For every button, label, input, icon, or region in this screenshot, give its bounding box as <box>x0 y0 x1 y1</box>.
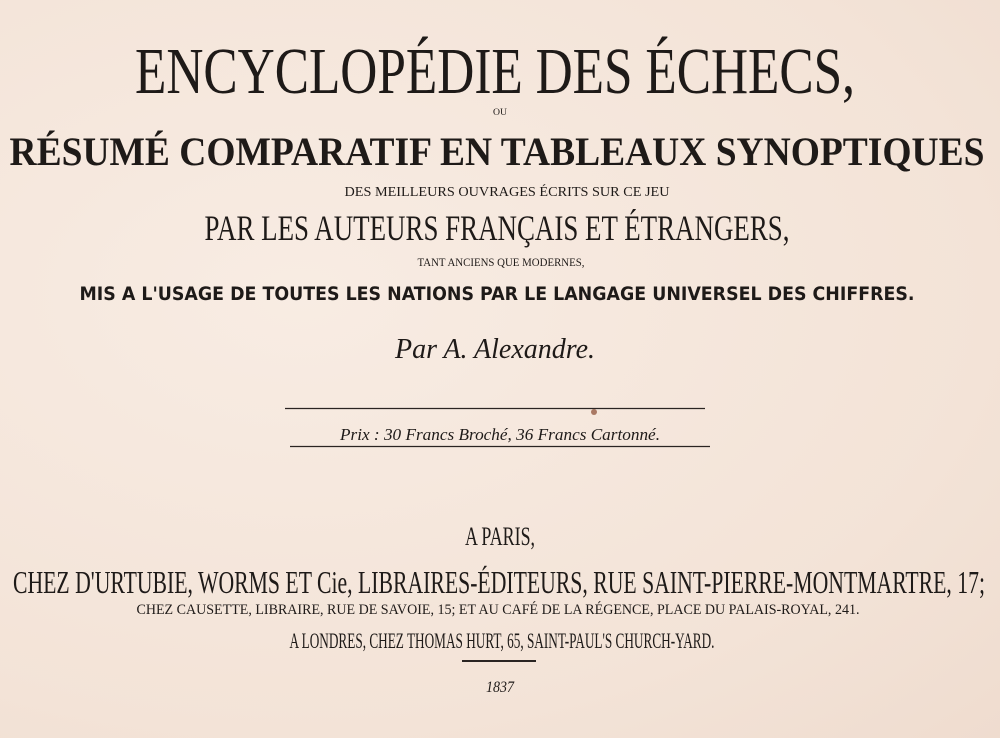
paper-stain <box>591 409 597 415</box>
imprint-secondary: CHEZ CAUSETTE, LIBRAIRE, RUE DE SAVOIE, 15; ET AU CAFÉ DE LA RÉGENCE, PLACE DU PALAIS-ROYAL, 241. <box>136 602 910 618</box>
imprint-year: 1837 <box>486 679 515 696</box>
subtitle-line-4: TANT ANCIENS QUE MODERNES, <box>417 255 585 269</box>
conjunction: OU <box>493 107 508 117</box>
imprint-publisher: CHEZ D'URTUBIE, WORMS ET Cie, LIBRAIRES-ÉDITEURS, RUE SAINT-PIERRE-MONTMARTRE, 17; <box>13 564 986 600</box>
subtitle-line-3: PAR LES AUTEURS FRANÇAIS ET ÉTRANGERS, <box>204 208 790 248</box>
imprint-london: A LONDRES, CHEZ THOMAS HURT, 65, SAINT-PAUL'S CHURCH-YARD. <box>289 628 715 653</box>
price: Prix : 30 Francs Broché, 36 Francs Cartonné. <box>338 425 660 444</box>
title: ENCYCLOPÉDIE DES ÉCHECS, <box>135 35 855 108</box>
subtitle: RÉSUMÉ COMPARATIF EN TABLEAUX SYNOPTIQUES <box>9 129 985 174</box>
author: Par A. Alexandre. <box>394 334 595 365</box>
imprint-city: A PARIS, <box>465 522 535 551</box>
subtitle-line-5: MIS A L'USAGE DE TOUTES LES NATIONS PAR LE LANGAGE UNIVERSEL DES CHIFFRES. <box>79 283 915 305</box>
subtitle-line-2: DES MEILLEURS OUVRAGES ÉCRITS SUR CE JEU <box>344 185 665 200</box>
